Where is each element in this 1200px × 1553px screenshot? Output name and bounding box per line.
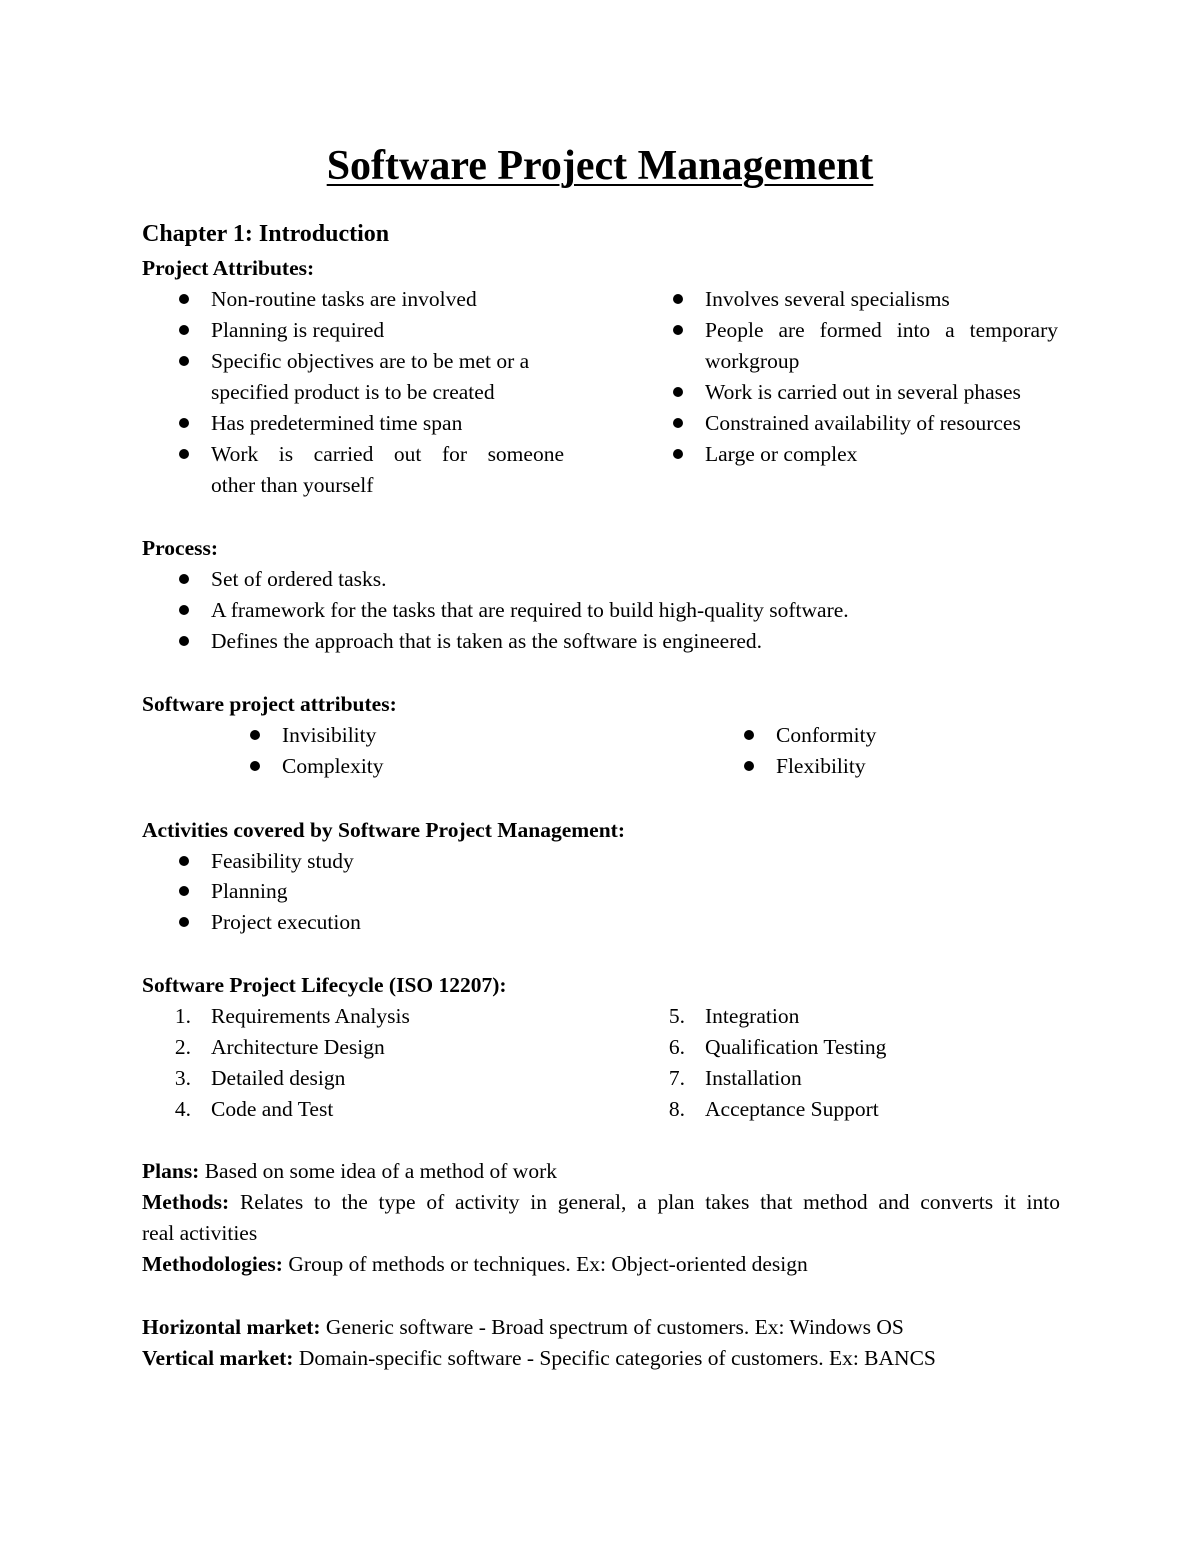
list-item-continuation: workgroup [705, 349, 800, 373]
bullet-icon [673, 449, 683, 459]
list-item-continuation: other than yourself [211, 473, 374, 497]
list-item: Detailed design [211, 1066, 346, 1090]
list-number: 5. [668, 1004, 685, 1028]
list-item: Planning is required [211, 318, 385, 342]
definition-text: Domain-specific software - Specific categories of customers. Ex: BANCS [298, 1346, 936, 1370]
list-item: Code and Test [211, 1097, 334, 1121]
list-number: 2. [174, 1035, 191, 1059]
bullet-icon [179, 574, 189, 584]
list-item: Qualification Testing [705, 1035, 887, 1059]
list-item: A framework for the tasks that are required to build high-quality software. [211, 598, 849, 622]
bullet-icon [673, 387, 683, 397]
list-item: Constrained availability of resources [705, 411, 1021, 435]
definition-label: Plans: [142, 1159, 200, 1183]
bullet-icon [250, 730, 260, 740]
list-item: Involves several specialisms [705, 287, 950, 311]
definition-methods-continuation: real activities [142, 1221, 258, 1245]
list-item: Has predetermined time span [211, 411, 463, 435]
list-number: 4. [174, 1097, 191, 1121]
section-heading-project-attributes: Project Attributes: [142, 256, 315, 280]
list-item: Acceptance Support [705, 1097, 879, 1121]
section-heading-activities: Activities covered by Software Project Management: [142, 818, 626, 842]
list-item: Set of ordered tasks. [211, 567, 387, 591]
definition-label: Horizontal market: [142, 1315, 321, 1339]
list-item: Feasibility study [211, 849, 354, 873]
bullet-icon [179, 856, 189, 866]
definition-label: Vertical market: [142, 1346, 294, 1370]
chapter-heading: Chapter 1: Introduction [142, 221, 390, 247]
list-item: Requirements Analysis [211, 1004, 410, 1028]
bullet-icon [179, 886, 189, 896]
section-heading-software-project-attributes: Software project attributes: [142, 692, 397, 716]
page-title: Software Project Management [326, 143, 874, 189]
bullet-icon [179, 356, 189, 366]
list-item: Planning [211, 879, 288, 903]
list-item: Non-routine tasks are involved [211, 287, 477, 311]
bullet-icon [179, 294, 189, 304]
bullet-icon [179, 449, 189, 459]
section-heading-lifecycle: Software Project Lifecycle (ISO 12207): [142, 973, 507, 997]
list-item: Project execution [211, 910, 361, 934]
definition-horizontal-market [142, 1312, 904, 1343]
list-item: Installation [705, 1066, 802, 1090]
definition-text: Group of methods or techniques. Ex: Object-oriented design [288, 1252, 808, 1276]
list-item: Work is carried out for someone [211, 442, 564, 466]
definition-text: Based on some idea of a method of work [204, 1159, 557, 1183]
definition-label: Methodologies: [142, 1252, 283, 1276]
list-item-continuation: specified product is to be created [211, 380, 495, 404]
list-item: Conformity [776, 723, 877, 747]
list-item: Specific objectives are to be met or a [211, 349, 530, 373]
section-heading-process: Process: [142, 536, 219, 560]
bullet-icon [179, 325, 189, 335]
definition-label: Methods: [142, 1190, 230, 1214]
definition-methodologies [142, 1249, 808, 1280]
list-item: Invisibility [282, 723, 377, 747]
bullet-icon [673, 294, 683, 304]
bullet-icon [179, 605, 189, 615]
bullet-icon [179, 418, 189, 428]
list-number: 7. [668, 1066, 685, 1090]
list-item: Integration [705, 1004, 800, 1028]
bullet-icon [673, 325, 683, 335]
definition-text: Generic software - Broad spectrum of customers. Ex: Windows OS [325, 1315, 904, 1339]
list-item: Defines the approach that is taken as the software is engineered. [211, 629, 763, 653]
list-item: Work is carried out in several phases [705, 380, 1021, 404]
definition-methods [142, 1187, 1060, 1218]
list-item: People are formed into a temporary [705, 318, 1058, 342]
bullet-icon [179, 636, 189, 646]
definition-plans [142, 1156, 557, 1187]
list-item: Complexity [282, 754, 384, 778]
bullet-icon [673, 418, 683, 428]
bullet-icon [744, 761, 754, 771]
list-item: Architecture Design [211, 1035, 385, 1059]
list-number: 3. [174, 1066, 191, 1090]
bullet-icon [744, 730, 754, 740]
list-item: Flexibility [776, 754, 866, 778]
list-number: 8. [668, 1097, 685, 1121]
list-item: Large or complex [705, 442, 858, 466]
list-number: 6. [668, 1035, 685, 1059]
bullet-icon [250, 761, 260, 771]
definition-text: Relates to the type of activity in general, a plan takes that method and converts it into [239, 1190, 1061, 1214]
definition-vertical-market [142, 1343, 936, 1374]
bullet-icon [179, 917, 189, 927]
list-number: 1. [174, 1004, 191, 1028]
